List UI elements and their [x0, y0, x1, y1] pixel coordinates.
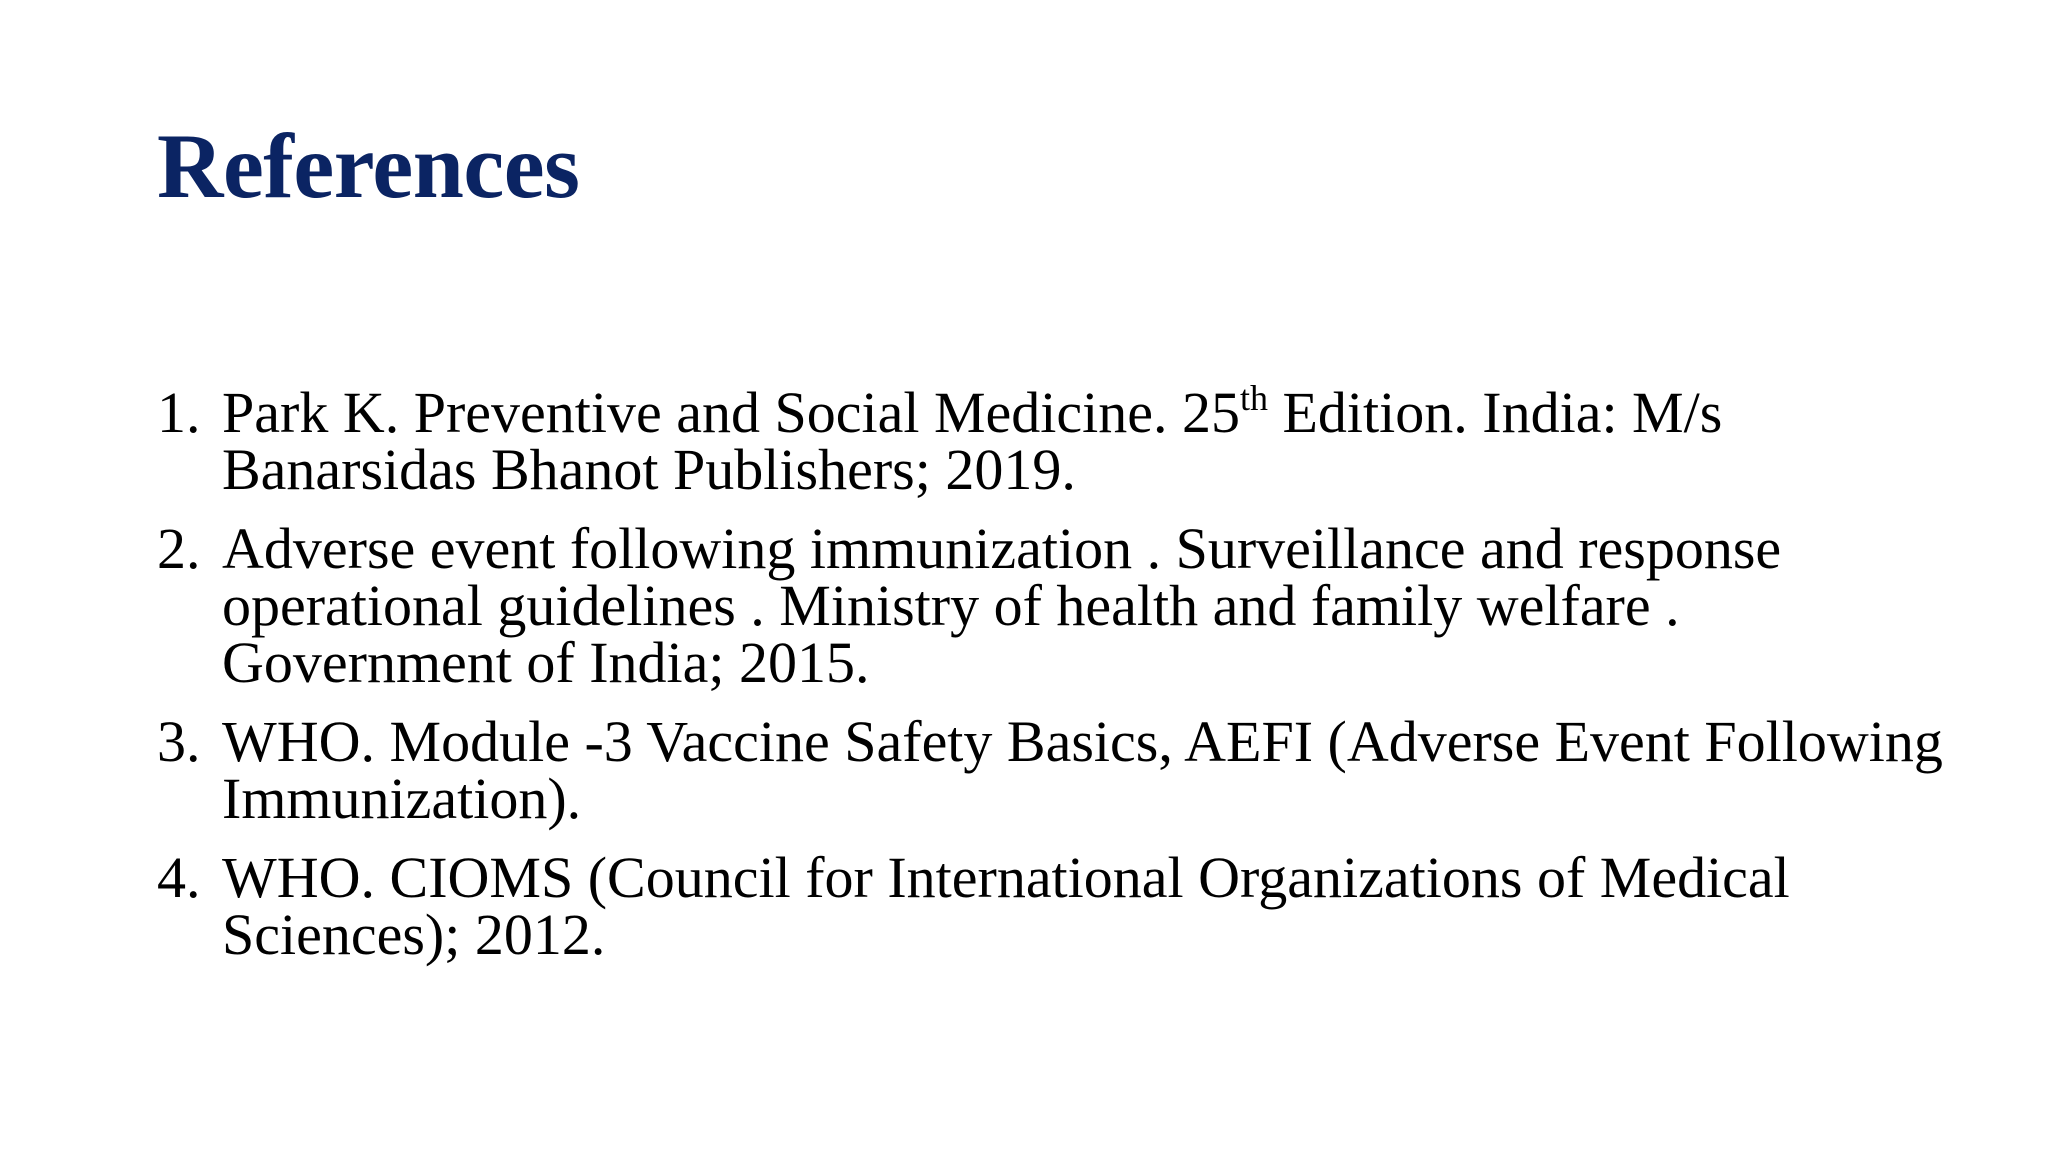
reference-text-part: Park K. Preventive and Social Medicine. 25 [222, 380, 1240, 445]
reference-text: WHO. CIOMS (Council for International Organizations of Medical Sciences); 2012. [222, 845, 1790, 967]
reference-number: 1. [157, 380, 201, 445]
reference-item-3 [157, 709, 1957, 831]
reference-text-part: Edition. India: M/s Banarsidas Bhanot Publishers; 2019. [222, 380, 1723, 502]
reference-text [222, 378, 1957, 502]
reference-text: Adverse event following immunization . Surveillance and response operational guidelines . Ministry of health and family welfare . Government of India; 2015. [222, 516, 1782, 695]
reference-list [157, 378, 1957, 985]
reference-text: WHO. Module -3 Vaccine Safety Basics, AEFI (Adverse Event Following Immunization). [222, 709, 1943, 831]
superscript: th [1239, 378, 1268, 418]
reference-item-1 [157, 378, 1957, 502]
reference-item-4 [157, 845, 1957, 967]
reference-item-2 [157, 516, 1957, 695]
slide-title: References [157, 115, 580, 217]
reference-number: 3. [157, 709, 201, 774]
reference-number: 2. [157, 516, 201, 581]
reference-number: 4. [157, 845, 201, 910]
